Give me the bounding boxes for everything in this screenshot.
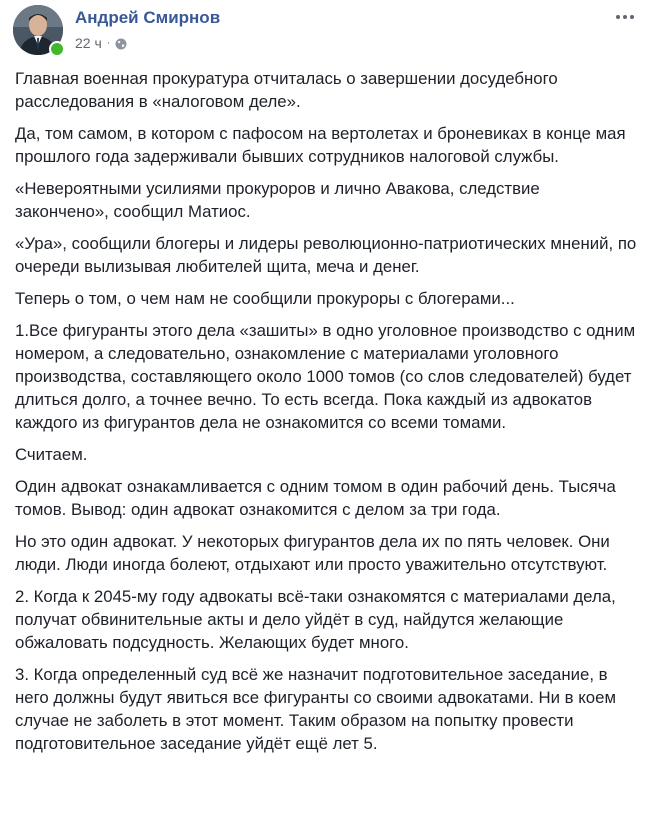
options-dot: [630, 15, 634, 19]
post-paragraph: «Ура», сообщили блогеры и лидеры революционно-патриотических мнений, по очереди вылизывая любителей щита, меча и денег.: [15, 234, 637, 276]
options-dot: [616, 15, 620, 19]
post-header: [13, 4, 637, 56]
post-paragraph: 2. Когда к 2045-му году адвокаты всё-таки ознакомятся с материалами дела, получат обвинительные акты и дело уйдёт в суд, найдутся желающие обжаловать подсудность. Желающих будет много.: [15, 587, 616, 652]
author-name-link[interactable]: Андрей Смирнов: [75, 8, 221, 27]
post-paragraph: «Невероятными усилиями прокуроров и лично Авакова, следствие закончено», сообщил Матиос.: [15, 179, 540, 221]
author-avatar[interactable]: [13, 5, 65, 57]
post-paragraph: Но это один адвокат. У некоторых фигурантов дела их по пять человек. Они люди. Люди иногда болеют, отдыхают или просто уважительно отсутствуют.: [15, 532, 610, 574]
post-paragraph: Один адвокат ознакамливается с одним томом в один рабочий день. Тысяча томов. Вывод: один адвокат ознакомится с делом за три года.: [15, 477, 616, 519]
post-timestamp[interactable]: 22 ч: [75, 35, 102, 51]
post-content: [15, 67, 637, 764]
meta-separator: ·: [106, 37, 111, 49]
post-paragraph: Считаем.: [15, 445, 88, 464]
options-dot: [623, 15, 627, 19]
post-paragraph: 3. Когда определенный суд всё же назначит подготовительное заседание, в него должны будут явиться все фигуранты со своими адвокатами. Ни в коем случае не заболеть в этот момент. Таким образом на попытку провести подготовительное заседание уйдёт ещё лет 5.: [15, 665, 616, 753]
post-paragraph: Теперь о том, о чем нам не сообщили прокуроры с блогерами...: [15, 289, 515, 308]
globe-icon[interactable]: [115, 37, 127, 49]
post-paragraph: 1.Все фигуранты этого дела «зашиты» в одно уголовное производство с одним номером, а следовательно, ознакомление с материалами уголовного производства, составляющего около 1000 томов (со слов следователей) будет длиться долго, а точнее вечно. То есть всегда. Пока каждый из адвокатов каждого из фигурантов дела не ознакомится со всеми томами.: [15, 321, 636, 432]
more-options-icon[interactable]: [616, 10, 634, 24]
post-meta: [75, 34, 127, 52]
post-paragraph: Да, том самом, в котором с пафосом на вертолетах и броневиках в конце мая прошлого года задерживали бывших сотрудников налоговой службы.: [15, 124, 626, 166]
post-paragraph: Главная военная прокуратура отчиталась о завершении досудебного расследования в «налоговом деле».: [15, 69, 558, 111]
online-status-indicator: [49, 41, 65, 57]
